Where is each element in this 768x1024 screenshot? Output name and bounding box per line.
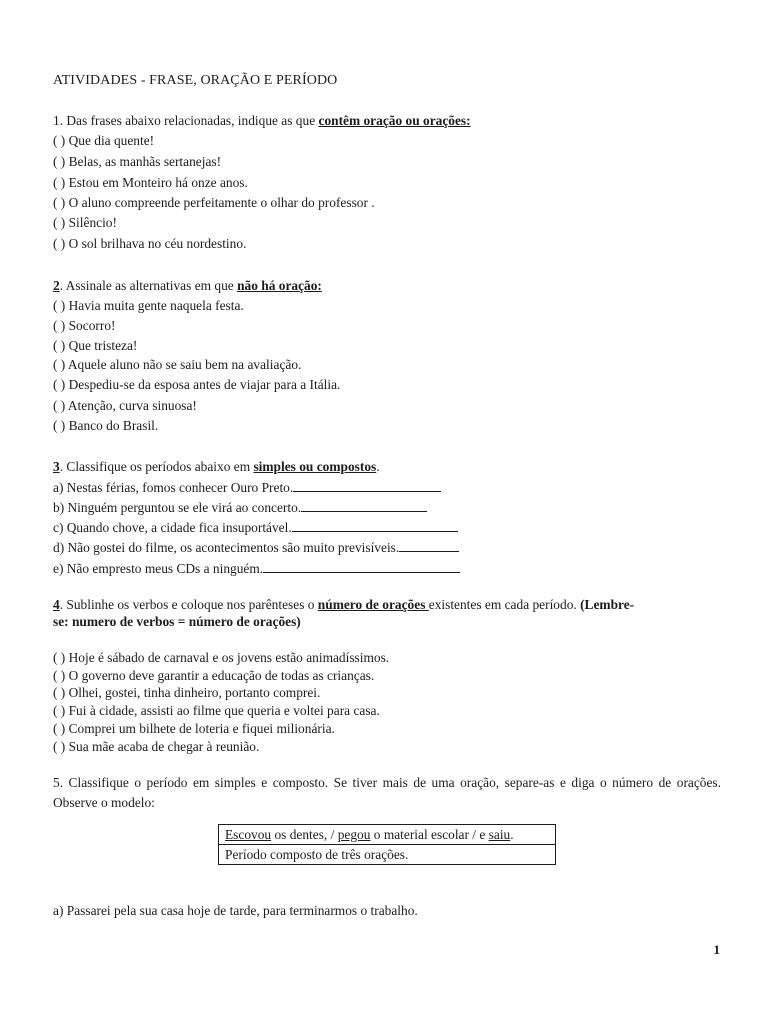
answer-blank[interactable] — [399, 539, 459, 552]
question-5-prompt: 5. Classifique o período em simples e composto. Se tiver mais de uma oração, separe-as e diga o número de orações. Observe o modelo: — [53, 775, 721, 810]
verb-escovou: Escovou — [225, 827, 272, 842]
question-3-item: b) Ninguém perguntou se ele virá ao concerto. — [53, 499, 427, 517]
question-4-number: 4 — [53, 597, 60, 612]
question-3-item: e) Não empresto meus CDs a ninguém. — [53, 560, 460, 578]
question-4-item: ( ) O governo deve garantir a educação de todas as crianças. — [53, 668, 375, 683]
question-3-emphasis: simples ou compostos — [253, 459, 377, 474]
question-1-item: ( ) O aluno compreende perfeitamente o olhar do professor . — [53, 195, 375, 210]
question-3-item: a) Nestas férias, fomos conhecer Ouro Preto. — [53, 479, 441, 497]
question-3-item: c) Quando chove, a cidade fica insuportável. — [53, 519, 458, 537]
question-2-item: ( ) Havia muita gente naquela festa. — [53, 298, 244, 313]
question-2-prompt: 2. Assinale as alternativas em que não há oração: — [53, 278, 322, 293]
answer-blank[interactable] — [263, 560, 460, 573]
question-1-item: ( ) Que dia quente! — [53, 133, 155, 148]
page-number: 1 — [713, 942, 720, 957]
model-sentence-cell: Escovou os dentes, / pegou o material escolar / e saiu. — [219, 825, 556, 845]
model-table-row — [219, 825, 556, 845]
question-3-prompt: 3. Classifique os períodos abaixo em simples ou compostos. — [53, 459, 380, 474]
verb-pegou: pegou — [337, 827, 371, 842]
question-2-item: ( ) Que tristeza! — [53, 338, 138, 353]
question-1-item: ( ) Estou em Monteiro há onze anos. — [53, 175, 248, 190]
question-1-emphasis: contêm oração ou orações: — [318, 113, 471, 128]
question-4-item: ( ) Comprei um bilhete de loteria e fiquei milionária. — [53, 721, 335, 736]
answer-blank[interactable] — [292, 519, 458, 532]
question-2-emphasis: não há oração: — [237, 278, 322, 293]
question-4-prompt-line-1: 4. Sublinhe os verbos e coloque nos parênteses o número de orações existentes em cada período. (Lembre- — [53, 597, 635, 612]
question-4-item: ( ) Olhei, gostei, tinha dinheiro, portanto comprei. — [53, 685, 321, 700]
question-1-item: ( ) Belas, as manhãs sertanejas! — [53, 154, 222, 169]
question-2-item: ( ) Aquele aluno não se saiu bem na avaliação. — [53, 357, 302, 372]
question-5-item-a: a) Passarei pela sua casa hoje de tarde, para terminarmos o trabalho. — [53, 903, 418, 918]
question-4-emphasis: número de orações — [317, 597, 429, 612]
question-4-prompt-line-2: se: numero de verbos = número de orações) — [53, 614, 301, 629]
answer-blank[interactable] — [301, 499, 427, 512]
question-2-item: ( ) Socorro! — [53, 318, 116, 333]
question-2-number: 2 — [53, 278, 60, 293]
question-1-item: ( ) Silêncio! — [53, 215, 117, 230]
model-classification-cell: Período composto de três orações. — [219, 845, 556, 865]
answer-blank[interactable] — [293, 479, 441, 492]
question-4-item: ( ) Hoje é sábado de carnaval e os jovens estão animadíssimos. — [53, 650, 390, 665]
question-4-item: ( ) Sua mãe acaba de chegar à reunião. — [53, 739, 260, 754]
model-table — [218, 824, 556, 865]
model-table-row — [219, 845, 556, 865]
question-3-item: d) Não gostei do filme, os acontecimentos são muito previsíveis. — [53, 539, 459, 557]
question-2-item: ( ) Banco do Brasil. — [53, 418, 159, 433]
question-2-item: ( ) Atenção, curva sinuosa! — [53, 398, 197, 413]
question-4-item: ( ) Fui à cidade, assisti ao filme que queria e voltei para casa. — [53, 703, 380, 718]
question-1-item: ( ) O sol brilhava no céu nordestino. — [53, 236, 247, 251]
verb-saiu: saiu — [488, 827, 511, 842]
question-3-number: 3 — [53, 459, 60, 474]
question-1-prompt: 1. Das frases abaixo relacionadas, indique as que contêm oração ou orações: — [53, 113, 471, 128]
question-2-item: ( ) Despediu-se da esposa antes de viajar para a Itália. — [53, 377, 341, 392]
page-title: ATIVIDADES - FRASE, ORAÇÃO E PERÍODO — [53, 73, 338, 88]
